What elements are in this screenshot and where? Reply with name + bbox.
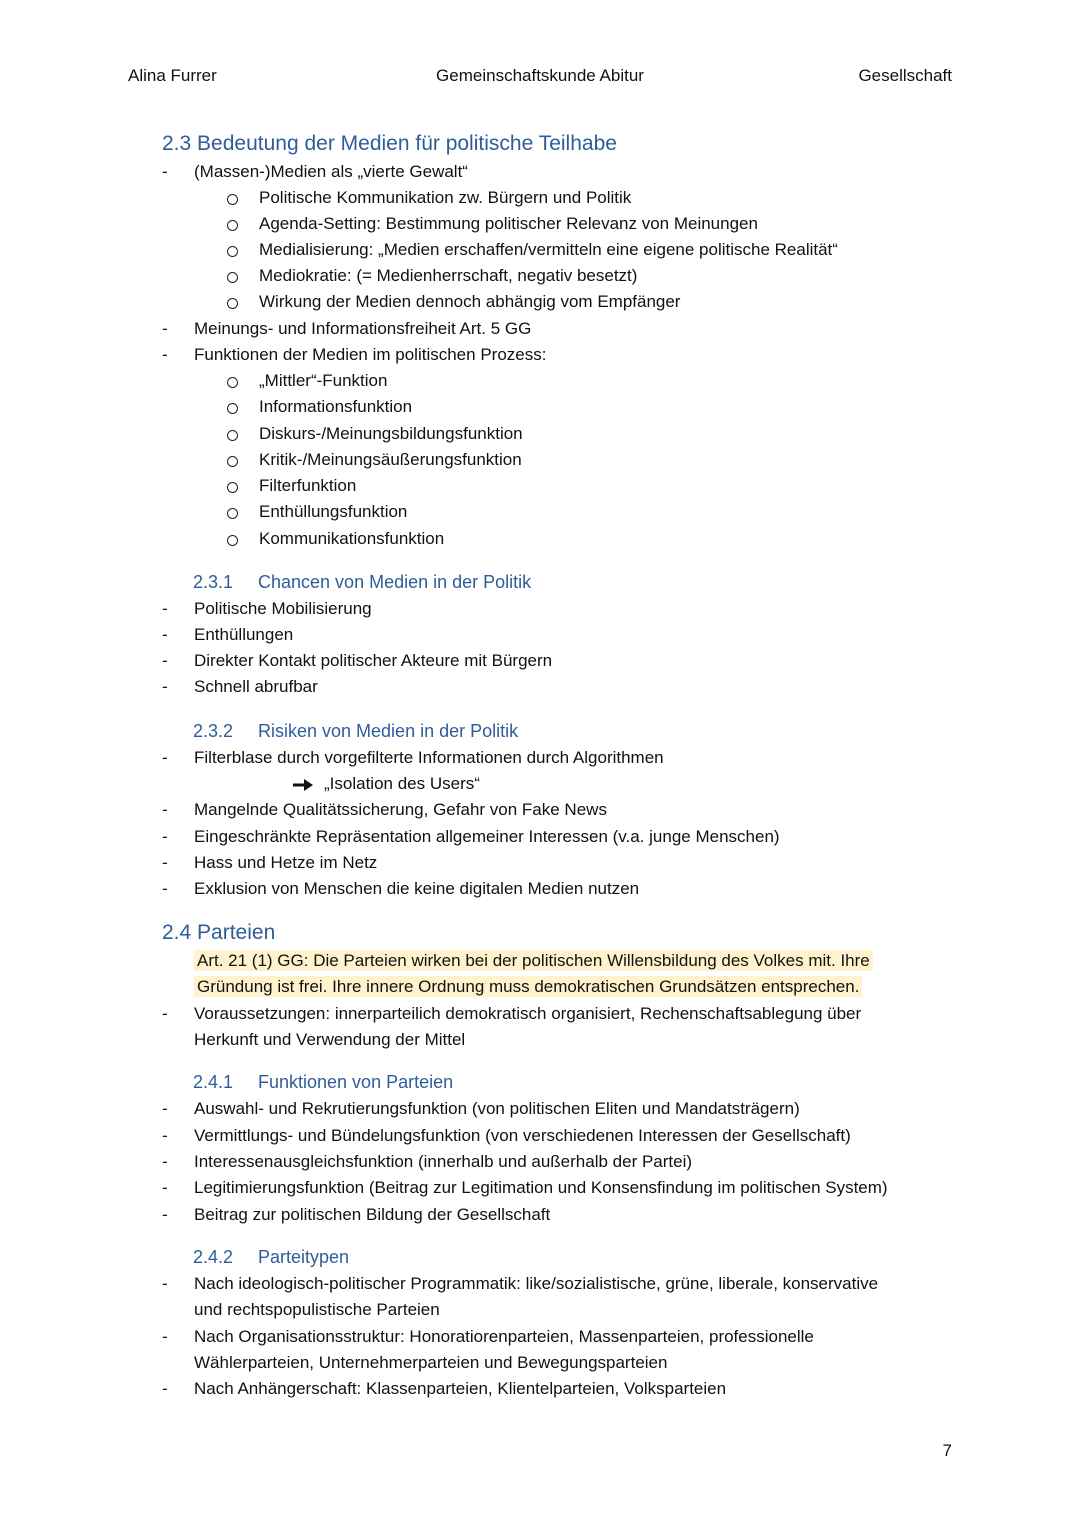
bullet-dash: - xyxy=(162,1004,168,1023)
list-item: Diskurs-/Meinungsbildungsfunktion xyxy=(259,424,523,443)
list-item: Enthüllungsfunktion xyxy=(259,502,408,521)
list-item: Mediokratie: (= Medienherrschaft, negativ besetzt) xyxy=(259,266,638,285)
bullet-dash: - xyxy=(162,879,168,898)
bullet-circle xyxy=(227,430,238,441)
list-item: Filterfunktion xyxy=(259,476,357,495)
heading-2-4-1 xyxy=(193,1070,453,1094)
heading-text: Chancen von Medien in der Politik xyxy=(258,572,532,592)
bullet-dash: - xyxy=(162,800,168,819)
list-item: Hass und Hetze im Netz xyxy=(194,853,378,872)
list-item-continuation: und rechtspopulistische Parteien xyxy=(194,1300,440,1319)
heading-number: 2.3.2 xyxy=(193,721,234,741)
list-item: Exklusion von Menschen die keine digitalen Medien nutzen xyxy=(194,879,640,898)
bullet-dash: - xyxy=(162,853,168,872)
bullet-dash: - xyxy=(162,748,168,767)
list-item: Schnell abrufbar xyxy=(194,677,318,696)
heading-text: Risiken von Medien in der Politik xyxy=(258,721,519,741)
bullet-dash: - xyxy=(162,319,168,338)
bullet-dash: - xyxy=(162,677,168,696)
list-item: Politische Kommunikation zw. Bürgern und Politik xyxy=(259,188,632,207)
heading-text: Parteitypen xyxy=(258,1247,350,1267)
header-topic: Gesellschaft xyxy=(858,66,952,85)
page-number: 7 xyxy=(942,1441,952,1460)
bullet-dash: - xyxy=(162,1379,168,1398)
bullet-circle xyxy=(227,272,238,283)
list-item: Enthüllungen xyxy=(194,625,294,644)
list-item: Mangelnde Qualitätssicherung, Gefahr von Fake News xyxy=(194,800,607,819)
list-item: Meinungs- und Informationsfreiheit Art. 5 GG xyxy=(194,319,532,338)
heading-2-4: 2.4 Parteien xyxy=(162,921,276,944)
bullet-circle xyxy=(227,220,238,231)
heading-2-4-2 xyxy=(193,1245,349,1269)
heading-number: 2.4.1 xyxy=(193,1072,234,1092)
bullet-circle xyxy=(227,456,238,467)
bullet-dash: - xyxy=(162,345,168,364)
list-item: Direkter Kontakt politischer Akteure mit Bürgern xyxy=(194,651,553,670)
bullet-circle xyxy=(227,482,238,493)
list-item: Funktionen der Medien im politischen Prozess: xyxy=(194,345,547,364)
list-item: Medialisierung: „Medien erschaffen/vermitteln eine eigene politische Realität“ xyxy=(259,240,838,259)
page-header xyxy=(128,66,952,90)
heading-number: 2.3.1 xyxy=(193,572,234,592)
list-item: Politische Mobilisierung xyxy=(194,599,372,618)
bullet-dash: - xyxy=(162,599,168,618)
bullet-dash: - xyxy=(162,827,168,846)
list-item: Legitimierungsfunktion (Beitrag zur Legitimation und Konsensfindung im politischen System) xyxy=(194,1178,888,1197)
list-item: Wirkung der Medien dennoch abhängig vom Empfänger xyxy=(259,292,681,311)
list-item: Kritik-/Meinungsäußerungsfunktion xyxy=(259,450,522,469)
list-item: Nach Anhängerschaft: Klassenparteien, Klientelparteien, Volksparteien xyxy=(194,1379,727,1398)
list-item-continuation: Herkunft und Verwendung der Mittel xyxy=(194,1030,466,1049)
bullet-circle xyxy=(227,535,238,546)
bullet-dash: - xyxy=(162,162,168,181)
heading-2-3-1 xyxy=(193,570,531,594)
list-item: Interessenausgleichsfunktion (innerhalb und außerhalb der Partei) xyxy=(194,1152,693,1171)
heading-2-3-2 xyxy=(193,719,518,743)
bullet-circle xyxy=(227,298,238,309)
bullet-dash: - xyxy=(162,651,168,670)
header-course: Gemeinschaftskunde Abitur xyxy=(436,66,644,85)
list-item: Nach ideologisch-politischer Programmatik: like/sozialistische, grüne, liberale, konservative xyxy=(194,1274,879,1293)
header-author: Alina Furrer xyxy=(128,66,217,85)
list-item: Informationsfunktion xyxy=(259,397,413,416)
bullet-dash: - xyxy=(162,625,168,644)
bullet-circle xyxy=(227,403,238,414)
bullet-dash: - xyxy=(162,1152,168,1171)
bullet-circle xyxy=(227,194,238,205)
heading-2-3: 2.3 Bedeutung der Medien für politische Teilhabe xyxy=(162,132,617,155)
arrow-note: „Isolation des Users“ xyxy=(324,774,480,793)
list-item: „Mittler“-Funktion xyxy=(259,371,388,390)
bullet-circle xyxy=(227,377,238,388)
bullet-dash: - xyxy=(162,1099,168,1118)
bullet-circle xyxy=(227,246,238,257)
list-item: Beitrag zur politischen Bildung der Gesellschaft xyxy=(194,1205,551,1224)
list-item: Vermittlungs- und Bündelungsfunktion (von verschiedenen Interessen der Gesellschaft) xyxy=(194,1126,851,1145)
bullet-circle xyxy=(227,508,238,519)
list-item: (Massen-)Medien als „vierte Gewalt“ xyxy=(194,162,468,181)
heading-number: 2.4.2 xyxy=(193,1247,234,1267)
list-item: Auswahl- und Rekrutierungsfunktion (von politischen Eliten und Mandatsträgern) xyxy=(194,1099,800,1118)
arrow-right-icon xyxy=(292,777,314,793)
heading-text: Funktionen von Parteien xyxy=(258,1072,454,1092)
article-quote-line xyxy=(194,976,862,998)
bullet-dash: - xyxy=(162,1126,168,1145)
bullet-dash: - xyxy=(162,1274,168,1293)
bullet-dash: - xyxy=(162,1178,168,1197)
list-item: Eingeschränkte Repräsentation allgemeiner Interessen (v.a. junge Menschen) xyxy=(194,827,780,846)
list-item: Voraussetzungen: innerparteilich demokratisch organisiert, Rechenschaftsablegung über xyxy=(194,1004,862,1023)
bullet-dash: - xyxy=(162,1205,168,1224)
list-item: Agenda-Setting: Bestimmung politischer Relevanz von Meinungen xyxy=(259,214,758,233)
list-item: Kommunikationsfunktion xyxy=(259,529,445,548)
list-item: Nach Organisationsstruktur: Honoratiorenparteien, Massenparteien, professionelle xyxy=(194,1327,814,1346)
highlighted-text: Art. 21 (1) GG: Die Parteien wirken bei der politischen Willensbildung des Volkes mit. Ihre xyxy=(194,950,873,971)
highlighted-text: Gründung ist frei. Ihre innere Ordnung muss demokratischen Grundsätzen entsprechen. xyxy=(194,976,862,997)
list-item-continuation: Wählerparteien, Unternehmerparteien und Bewegungsparteien xyxy=(194,1353,668,1372)
list-item: Filterblase durch vorgefilterte Informationen durch Algorithmen xyxy=(194,748,664,767)
bullet-dash: - xyxy=(162,1327,168,1346)
article-quote-line xyxy=(194,950,873,972)
